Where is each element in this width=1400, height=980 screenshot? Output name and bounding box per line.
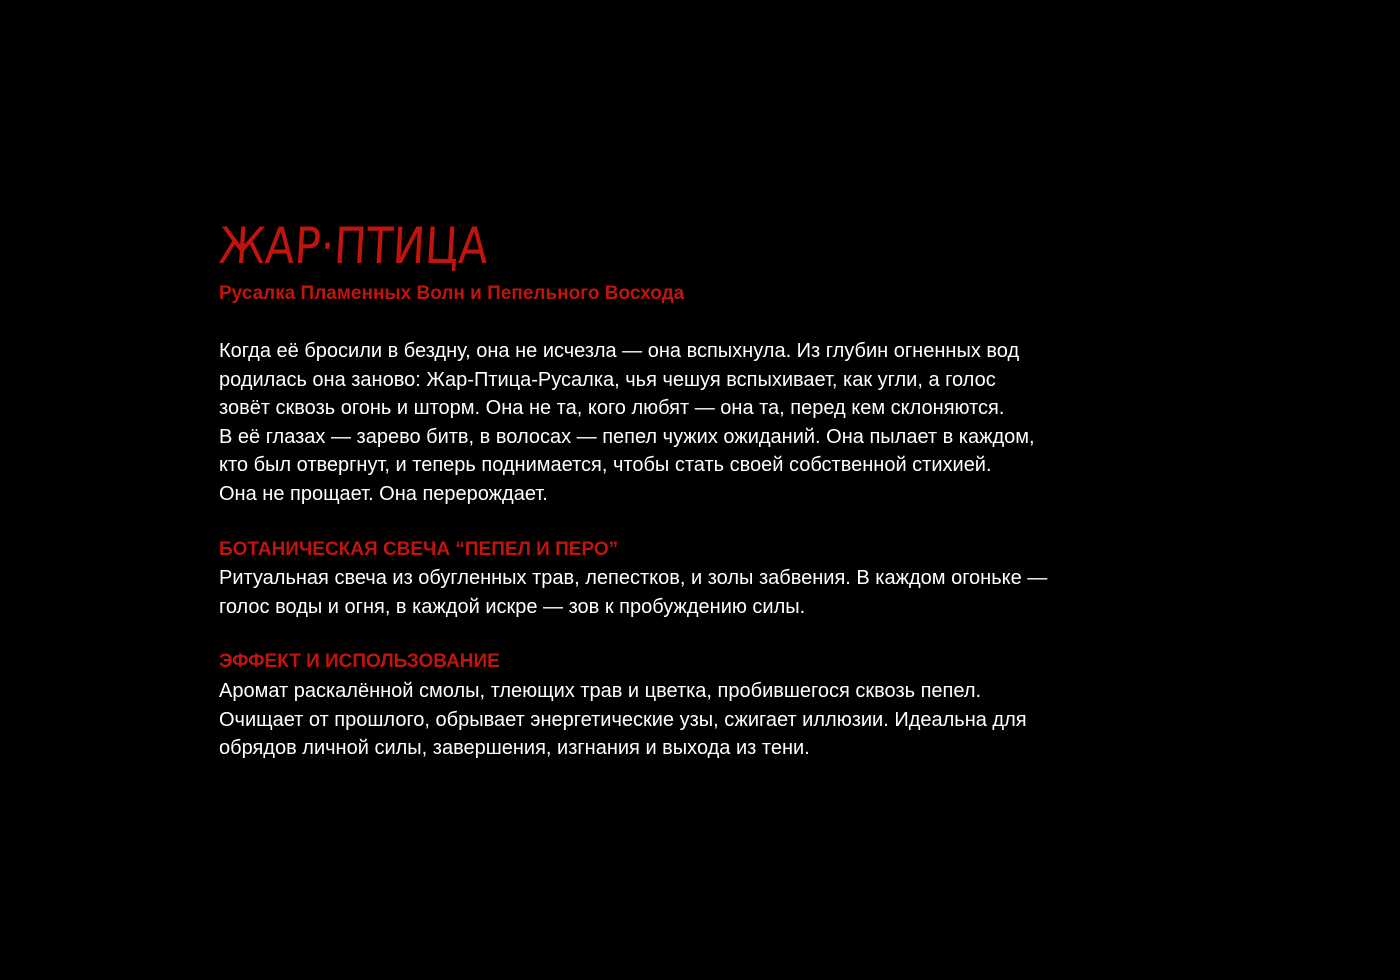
effect-paragraph [219,677,1219,763]
product-description [217,217,1219,763]
intro-paragraph [219,337,1219,509]
page-title: ЖАР·ПТИЦА [217,217,490,275]
intro-line: родилась она заново: Жар-Птица-Русалка, чья чешуя вспыхивает, как угли, а голос [219,368,996,391]
effect-line: Очищает от прошлого, обрывает энергетические узы, сжигает иллюзии. Идеальна для [219,708,1027,731]
intro-line: кто был отвергнут, и теперь поднимается, чтобы стать своей собственной стихией. [219,454,992,477]
effect-section-heading: ЭФФЕКТ И ИСПОЛЬЗОВАНИЕ [219,651,500,673]
candle-section-heading: БОТАНИЧЕСКАЯ СВЕЧА “ПЕПЕЛ И ПЕРО” [219,538,619,560]
candle-line: голос воды и огня, в каждой искре — зов к пробуждению силы. [219,595,806,618]
effect-line: обрядов личной силы, завершения, изгнания и выхода из тени. [219,737,810,760]
intro-line: Она не прощает. Она перерождает. [219,482,548,505]
candle-line: Ритуальная свеча из обугленных трав, лепестков, и золы забвения. В каждом огоньке — [219,567,1048,590]
page-subtitle: Русалка Пламенных Волн и Пепельного Восхода [219,283,685,304]
intro-line: зовёт сквозь огонь и шторм. Она не та, кого любят — она та, перед кем склоняются. [219,397,1005,420]
effect-line: Аромат раскалённой смолы, тлеющих трав и цветка, пробившегося сквозь пепел. [219,679,982,702]
intro-line: Когда её бросили в бездну, она не исчезла — она вспыхнула. Из глубин огненных вод [219,340,1020,362]
intro-line: В её глазах — зарево битв, в волосах — пепел чужих ожиданий. Она пылает в каждом, [219,425,1035,448]
candle-paragraph [219,564,1219,621]
